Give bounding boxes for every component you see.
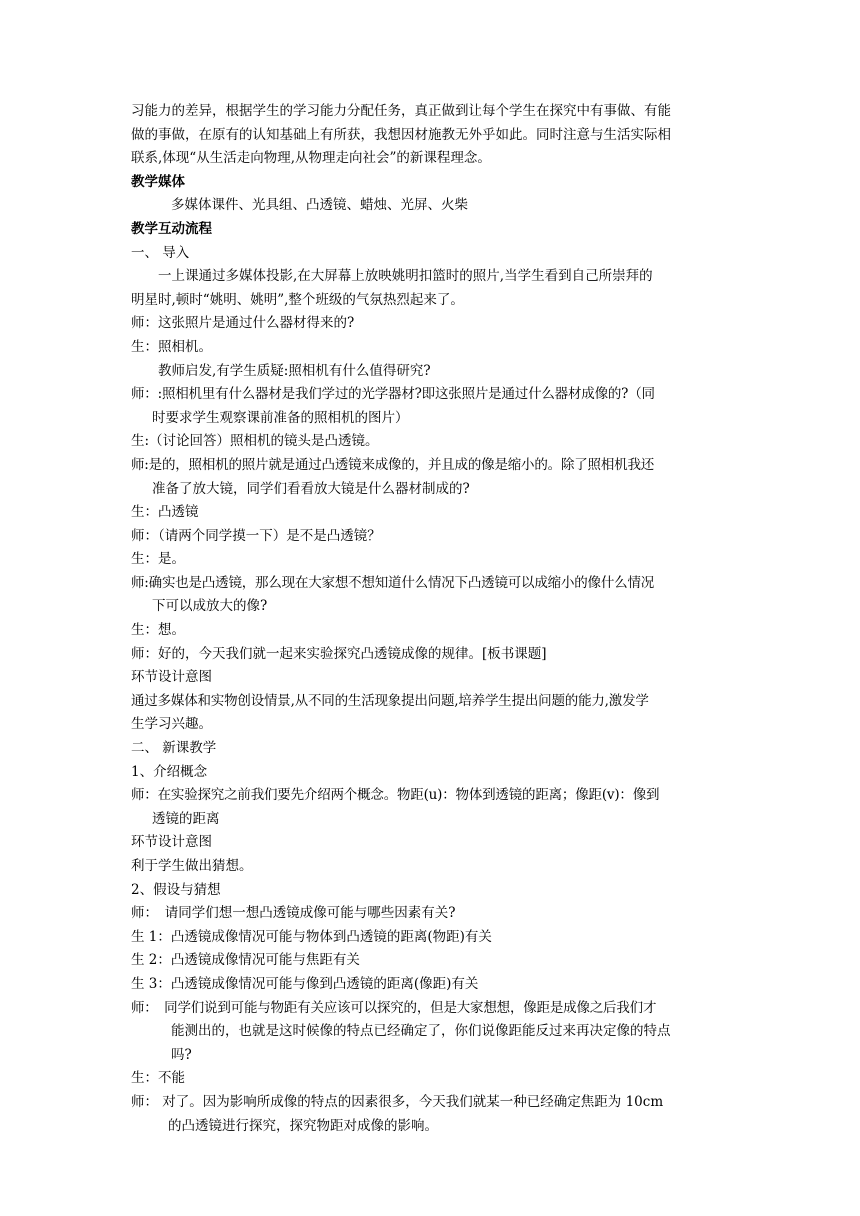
text-line: 习能力的差异，根据学生的学习能力分配任务，真正做到让每个学生在探究中有事做、有能 — [131, 103, 671, 119]
text-line: 做的事做，在原有的认知基础上有所获，我想因材施教无外乎如此。同时注意与生活实际相 — [131, 126, 671, 143]
text-line: 生：想。 — [131, 622, 185, 639]
text-line: 1、介绍概念 — [131, 763, 208, 780]
text-line: 师： 对了。因为影响所成像的特点的因素很多，今天我们就某一种已经确定焦距为 10cm — [131, 1093, 664, 1110]
text-line: 师： 请同学们想一想凸透镜成像可能与哪些因素有关? — [131, 905, 456, 922]
text-line: 一上课通过多媒体投影,在大屏幕上放映姚明扣篮时的照片,当学生看到自己所崇拜的 — [158, 268, 653, 285]
text-line: 生：是。 — [131, 551, 185, 568]
text-line: 2、假设与猜想 — [131, 881, 221, 898]
text-line: 通过多媒体和实物创设情景,从不同的生活现象提出问题,培养学生提出问题的能力,激发学 — [131, 692, 649, 709]
text-line: 生：照相机。 — [131, 338, 212, 355]
text-line: 多媒体课件、光具组、凸透镜、蜡烛、光屏、火柴 — [171, 197, 468, 214]
text-line: 二、 新课教学 — [131, 740, 217, 757]
text-line: 生 2：凸透镜成像情况可能与焦距有关 — [131, 952, 360, 969]
text-line: 的凸透镜进行探究，探究物距对成像的影响。 — [168, 1117, 438, 1134]
text-line: 利于学生做出猜想。 — [131, 858, 253, 874]
text-line: 师：:照相机里有什么器材是我们学过的光学器材?即这张照片是通过什么器材成像的?（同 — [131, 386, 655, 403]
text-line: 生学习兴趣。 — [131, 716, 212, 733]
text-line: 生：不能 — [131, 1070, 185, 1087]
text-line: 师： 同学们说到可能与物距有关应该可以探究的，但是大家想想，像距是成像之后我们才 — [131, 999, 657, 1016]
text-line: 下可以成放大的像? — [152, 598, 268, 615]
text-line: 师:确实也是凸透镜，那么现在大家想不想知道什么情况下凸透镜可以成缩小的像什么情况 — [131, 574, 655, 591]
text-line: 吗? — [171, 1046, 192, 1063]
text-line: 联系,体现“从生活走向物理,从物理走向社会”的新课程理念。 — [131, 150, 491, 167]
text-line: 一、 导入 — [131, 244, 190, 261]
text-line: 环节设计意图 — [131, 669, 212, 686]
text-line: 明星时,顿时“姚明、姚明”,整个班级的气氛热烈起来了。 — [131, 291, 464, 308]
text-line: 师：在实验探究之前我们要先介绍两个概念。物距(u)：物体到透镜的距离；像距(v)：像到 — [131, 787, 660, 804]
text-line: 师：这张照片是通过什么器材得来的? — [131, 315, 355, 332]
text-line: 生 3：凸透镜成像情况可能与像到凸透镜的距离(像距)有关 — [131, 975, 479, 992]
text-line: 教师启发,有学生质疑:照相机有什么值得研究? — [158, 362, 431, 379]
text-line: 透镜的距离 — [152, 810, 220, 827]
text-line: 能测出的，也就是这时候像的特点已经确定了，你们说像距能反过来再决定像的特点 — [171, 1023, 671, 1040]
text-line: 生 1：凸透镜成像情况可能与物体到凸透镜的距离(物距)有关 — [131, 928, 492, 945]
text-line: 师：（请两个同学摸一下）是不是凸透镜？ — [131, 527, 381, 544]
text-line: 生：凸透镜 — [131, 504, 199, 521]
text-line: 准备了放大镜，同学们看看放大镜是什么器材制成的? — [152, 480, 470, 497]
text-line: 师：好的，今天我们就一起来实验探究凸透镜成像的规律。[板书课题] — [131, 645, 547, 662]
text-line: 环节设计意图 — [131, 834, 212, 851]
text-line: 师:是的，照相机的照片就是通过凸透镜来成像的，并且成的像是缩小的。除了照相机我还 — [131, 456, 655, 473]
text-line: 生:（讨论回答）照相机的镜头是凸透镜。 — [131, 433, 379, 450]
document-body — [131, 100, 731, 1138]
section-heading: 教学媒体 — [131, 173, 185, 190]
text-line: 时要求学生观察课前准备的照相机的图片） — [152, 409, 409, 426]
section-heading: 教学互动流程 — [131, 220, 212, 237]
